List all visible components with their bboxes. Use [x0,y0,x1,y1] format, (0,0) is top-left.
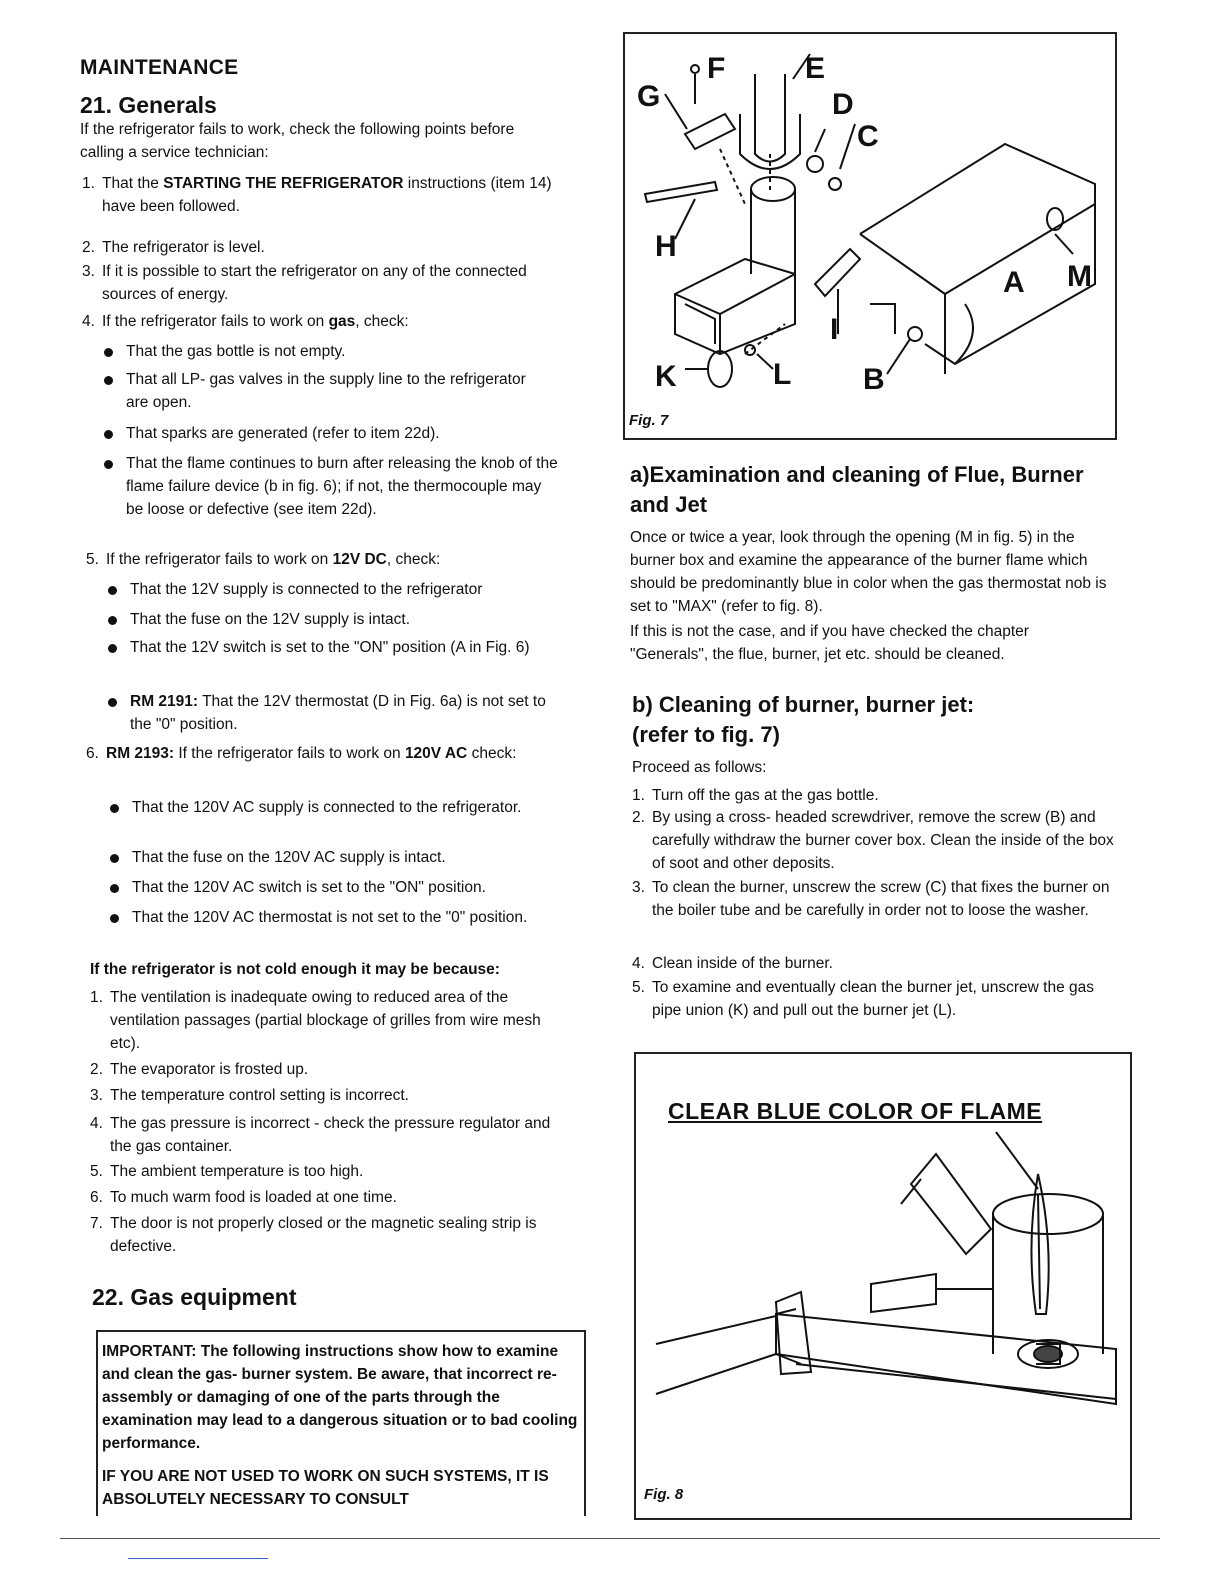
step-text: By using a cross- headed screwdriver, remove the screw (B) and carefully withdraw the burner cover box. Clean the inside of the box of soot and other deposits. [652,809,1114,872]
footer-accent-rule [128,1558,268,1559]
fig7-label-c: C [857,120,879,153]
section-a-title: a)Examination and cleaning of Flue, Burner and Jet [630,462,1084,517]
item-text: If the refrigerator fails to work on [106,551,333,568]
bullet-text: That the fuse on the 12V supply is intact. [130,611,411,628]
step-5 [632,976,1118,1022]
dc-bullet-rm2191 [108,690,558,736]
fig8-flame-label: CLEAR BLUE COLOR OF FLAME [668,1098,1043,1124]
bullet-icon [104,348,113,357]
bullet-icon [110,914,119,923]
bullet-text: That the 120V AC switch is set to the "ON" position. [132,879,486,896]
bullet-icon [108,586,117,595]
item-text: The door is not properly closed or the magnetic sealing strip is defective. [110,1215,537,1255]
bullet-icon [108,616,117,625]
item-bold: 120V AC [404,745,468,762]
item-text: , check: [355,313,409,330]
fig7-frame [623,32,1117,440]
bullet-text: That the fuse on the 120V AC supply is intact. [132,849,446,866]
step-text: To clean the burner, unscrew the screw (C) that fixes the burner on the boiler tube and be carefully in order not to loose the washer. [652,879,1110,919]
fig7-label-k: K [655,360,677,393]
important-paragraph-1: IMPORTANT: The following instructions show how to examine and clean the gas- burner system. Be aware, that incorrect re- assembly or damaging of one of the parts through the examination may lead to a dangerous situation or to bad cooling performance. [102,1343,578,1452]
item-text: The temperature control setting is incorrect. [110,1087,409,1104]
bullet-text: That the flame continues to burn after releasing the knob of the flame failure device (b in fig. 6); if not, the thermocouple may be loose or defective (see item 22d). [126,455,558,518]
cause-5 [90,1160,560,1183]
step-number: 3. [632,879,645,896]
item-text: To much warm food is loaded at one time. [110,1189,397,1206]
fig7-label-h: H [655,230,677,263]
bullet-icon [110,804,119,813]
fig8-caption: Fig. 8 [644,1486,684,1503]
check-item-1 [82,172,562,218]
section-b-title-line-2: (refer to fig. 7) [632,722,780,747]
bullet-icon [110,854,119,863]
fig7-label-g: G [637,80,661,113]
bullet-icon [104,376,113,385]
generals-title: 21. Generals [80,92,217,118]
item-number: 1. [90,989,103,1006]
fig7-label-l: L [773,358,792,391]
dc-bullet-1 [108,578,558,601]
gas-bullet-4 [104,452,560,521]
bullet-icon [104,460,113,469]
item-text: check: [467,745,517,762]
bullet-text: That sparks are generated (refer to item 22d). [126,425,440,442]
item-text: The ventilation is inadequate owing to reduced area of the ventilation passages (partial blockage of grilles from wire mesh etc). [110,989,541,1052]
item-number: 4. [82,313,95,330]
item-text: The refrigerator is level. [102,239,265,256]
ac-bullet-3 [110,876,556,899]
item-text: , check: [386,551,441,568]
step-1 [632,784,1118,807]
fig7-drawing [625,34,1115,438]
step-number: 1. [632,787,645,804]
gas-equipment-title: 22. Gas equipment [92,1284,297,1310]
check-item-2 [82,236,562,259]
maintenance-heading: MAINTENANCE [80,56,239,79]
footer-rule [60,1538,1160,1539]
step-3 [632,876,1118,922]
generals-intro: If the refrigerator fails to work, check the following points before calling a service technician: [80,121,515,161]
item-bold: gas [328,313,356,330]
item-bold: 12V DC [332,551,387,568]
item-number: 3. [90,1087,103,1104]
dc-bullet-3 [108,636,558,659]
check-item-6 [86,742,556,765]
item-text: The gas pressure is incorrect - check the pressure regulator and the gas container. [110,1115,551,1155]
step-number: 4. [632,955,645,972]
step-4 [632,952,1118,975]
fig8-drawing [636,1054,1130,1518]
item-text: That the [102,175,164,192]
bullet-icon [104,430,113,439]
fig7-label-d: D [832,88,854,121]
bullet-icon [108,698,117,707]
bullet-text: That the 12V thermostat (D in Fig. 6a) is not set to the "0" position. [130,693,546,733]
bullet-text: That the gas bottle is not empty. [126,343,346,360]
check-item-4 [82,310,562,333]
item-number: 2. [82,239,95,256]
item-number: 5. [90,1163,103,1180]
item-number: 1. [82,175,95,192]
item-number: 6. [86,745,99,762]
fig7-label-i: I [830,313,839,346]
bullet-text: That the 120V AC supply is connected to the refrigerator. [132,799,522,816]
item-number: 5. [86,551,99,568]
cause-4 [90,1112,570,1158]
item-number: 4. [90,1115,103,1132]
ac-bullet-1 [110,796,556,819]
step-text: To examine and eventually clean the burner jet, unscrew the gas pipe union (K) and pull out the burner jet (L). [652,979,1095,1019]
important-notice-text [102,1340,578,1511]
item-text: The ambient temperature is too high. [110,1163,364,1180]
item-text: instructions (item 14) have been followed. [102,175,552,215]
model-bold: RM 2191: [130,693,199,710]
not-cold-heading: If the refrigerator is not cold enough it may be because: [90,961,500,978]
section-b-title-line-1: b) Cleaning of burner, burner jet: [632,692,975,717]
bullet-text: That the 12V switch is set to the "ON" position (A in Fig. 6) [130,639,530,656]
cause-3 [90,1084,560,1107]
bullet-icon [110,884,119,893]
fig7-label-e: E [805,52,826,85]
fig7-caption: Fig. 7 [629,412,669,429]
step-text: Clean inside of the burner. [652,955,833,972]
fig7-label-b: B [863,363,885,396]
bullet-text: That all LP- gas valves in the supply line to the refrigerator are open. [126,371,526,411]
item-number: 2. [90,1061,103,1078]
gas-bullet-3 [104,422,544,445]
proceed-label: Proceed as follows: [632,759,767,776]
gas-bullet-1 [104,340,544,363]
item-text: If the refrigerator fails to work on [102,313,329,330]
item-number: 7. [90,1215,103,1232]
bullet-text: That the 120V AC thermostat is not set to the "0" position. [132,909,528,926]
item-number: 3. [82,263,95,280]
ac-bullet-4 [110,906,556,929]
item-text: If it is possible to start the refrigerator on any of the connected sources of energy. [102,263,527,303]
section-b-title [632,690,1112,750]
cause-2 [90,1058,560,1081]
cause-7 [90,1212,570,1258]
check-item-3 [82,260,532,306]
bullet-text: That the 12V supply is connected to the refrigerator [130,581,483,598]
check-item-5 [86,548,566,571]
item-bold: STARTING THE REFRIGERATOR [163,175,404,192]
dc-bullet-2 [108,608,558,631]
fig8-frame [634,1052,1132,1520]
model-bold: RM 2193: [106,745,175,762]
important-notice-box [96,1330,586,1516]
step-2 [632,806,1118,875]
important-paragraph-2: IF YOU ARE NOT USED TO WORK ON SUCH SYSTEMS, IT IS ABSOLUTELY NECESSARY TO CONSULT [102,1468,549,1508]
step-text: Turn off the gas at the gas bottle. [652,787,879,804]
item-text: The evaporator is frosted up. [110,1061,309,1078]
fig7-label-f: F [707,52,726,85]
step-number: 2. [632,809,645,826]
cause-6 [90,1186,560,1209]
item-text: If the refrigerator fails to work on [174,745,405,762]
fig7-label-a: A [1003,266,1025,299]
step-number: 5. [632,979,645,996]
item-number: 6. [90,1189,103,1206]
fig7-label-m: M [1067,260,1092,293]
gas-bullet-2 [104,368,544,414]
bullet-icon [108,644,117,653]
cause-1 [90,986,560,1055]
section-a-paragraph-1: Once or twice a year, look through the opening (M in fig. 5) in the burner box and examine the appearance of the burner flame which should be predominantly blue in color when the gas thermostat nob is set to "MAX" (refer to fig. 8). [630,529,1107,615]
section-a-paragraph-2: If this is not the case, and if you have checked the chapter "Generals", the flue, burner, jet etc. should be cleaned. [630,623,1029,663]
ac-bullet-2 [110,846,556,869]
